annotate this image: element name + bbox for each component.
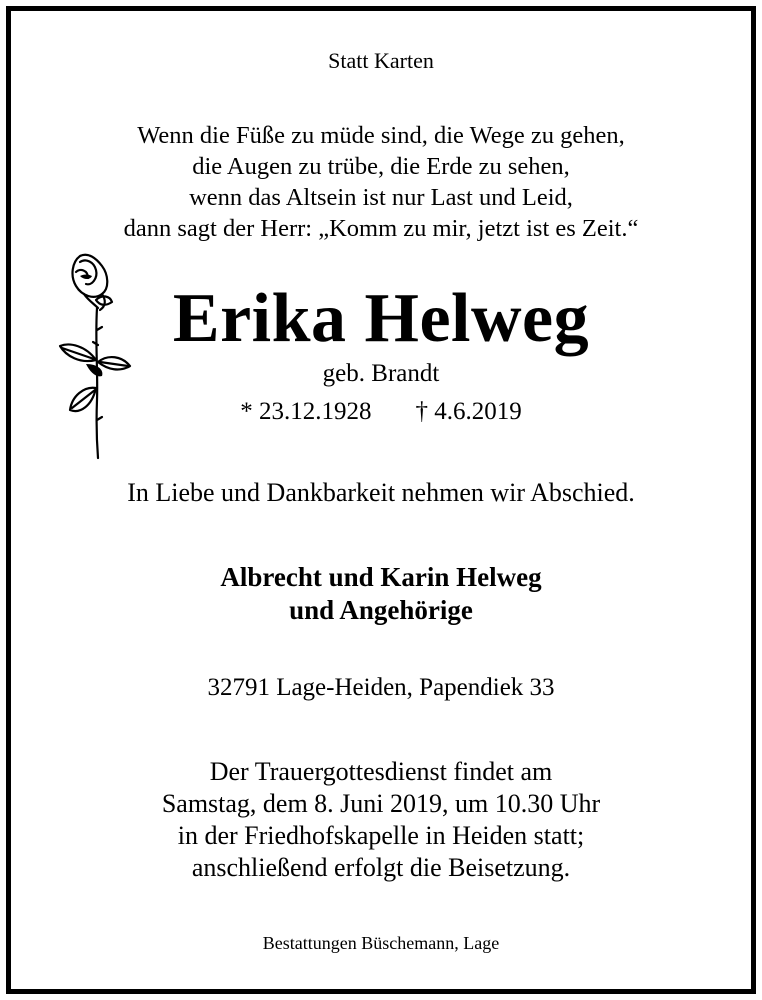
death-date: † 4.6.2019 [415, 398, 522, 425]
address: 32791 Lage-Heiden, Papendiek 33 [207, 674, 555, 701]
service-line: in der Friedhofskapelle in Heiden statt; [177, 821, 585, 850]
service-info [0, 756, 762, 884]
poem-line: Wenn die Füße zu müde sind, die Wege zu gehen, [137, 122, 625, 149]
header-text: Statt Karten [328, 48, 434, 73]
birth-name: geb. Brandt [322, 360, 440, 387]
poem-line: die Augen zu trübe, die Erde zu sehen, [192, 153, 570, 180]
family-line: und Angehörige [289, 595, 473, 625]
birth-date: * 23.12.1928 [240, 398, 372, 425]
service-line: Der Trauergottesdienst findet am [209, 757, 553, 786]
service-line: Samstag, dem 8. Juni 2019, um 10.30 Uhr [161, 789, 601, 818]
poem-line: wenn das Altsein ist nur Last und Leid, [189, 184, 573, 211]
farewell-text: In Liebe und Dankbarkeit nehmen wir Abschied. [127, 478, 635, 507]
family-names [0, 561, 762, 627]
funeral-home: Bestattungen Büschemann, Lage [262, 933, 500, 953]
poem-line: dann sagt der Herr: „Komm zu mir, jetzt ist es Zeit.“ [123, 215, 639, 242]
life-dates [0, 398, 762, 426]
deceased-name: Erika Helweg [172, 280, 590, 357]
poem [0, 120, 762, 244]
service-line: anschließend erfolgt die Beisetzung. [191, 853, 571, 882]
family-line: Albrecht und Karin Helweg [220, 562, 542, 592]
